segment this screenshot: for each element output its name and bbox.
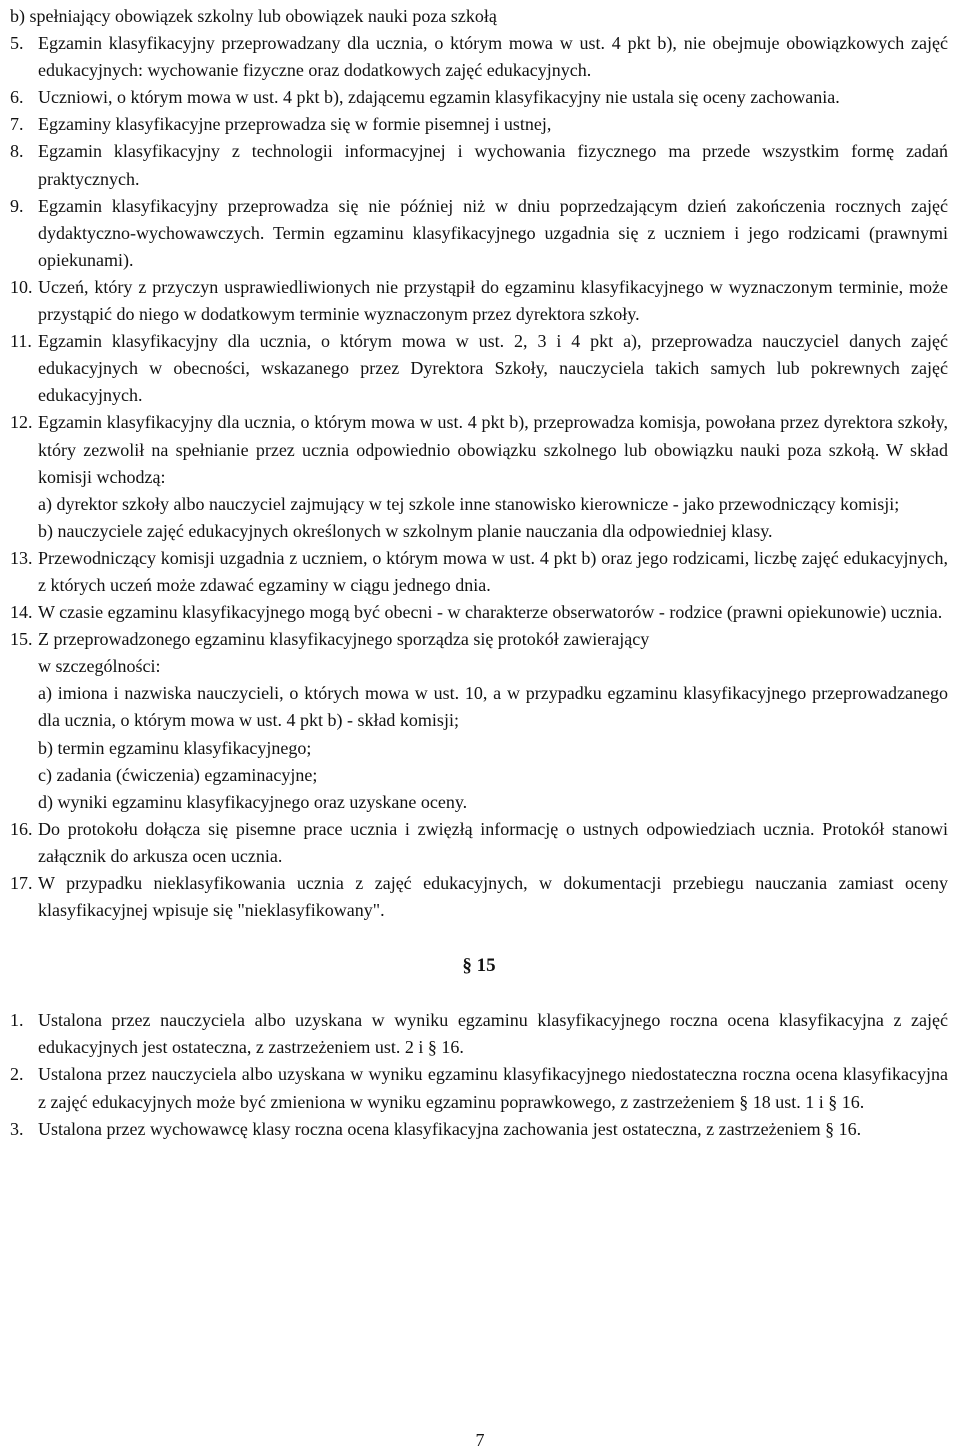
list-item-number: 16. xyxy=(10,818,33,839)
list-item-17 xyxy=(10,870,948,924)
list-item-text: Ustalona przez nauczyciela albo uzyskana w wyniku egzaminu klasyfikacyjnego roczna ocena klasyfikacyjna z zajęć edukacyjnych jest ostateczna, z zastrzeżeniem ust. 2 i § 16. xyxy=(38,1010,948,1058)
list-item-14 xyxy=(10,599,948,626)
list-item-text: W czasie egzaminu klasyfikacyjnego mogą być obecni - w charakterze obserwatorów - rodzice (prawni opiekunowie) ucznia. xyxy=(38,602,943,623)
list-item-number: 7. xyxy=(10,114,24,135)
list-item-text: Egzaminy klasyfikacyjne przeprowadza się w formie pisemnej i ustnej, xyxy=(38,114,552,135)
list-item-text: Do protokołu dołącza się pisemne prace ucznia i zwięzłą informację o ustnych odpowiedziach ucznia. Protokół stanowi załącznik do arkusza ocen ucznia. xyxy=(38,818,948,866)
list-item-text: Przewodniczący komisji uzgadnia z uczniem, o którym mowa w ust. 4 pkt b) oraz jego rodzicami, liczbę zajęć edukacyjnych, z których uczeń może zdawać egzaminy w ciągu jednego dnia. xyxy=(38,547,948,595)
sub-point-b: b) nauczyciele zajęć edukacyjnych określonych w szkolnym planie nauczania dla odpowiedniej klasy. xyxy=(38,520,773,541)
section-item-3 xyxy=(10,1116,948,1143)
list-item-number: 15. xyxy=(10,629,33,650)
list-item-8 xyxy=(10,138,948,192)
list-item-number: 10. xyxy=(10,276,33,297)
list-item-text-continuation: w szczególności: xyxy=(38,656,161,677)
list-item-number: 3. xyxy=(10,1118,24,1139)
list-item-number: 2. xyxy=(10,1064,24,1085)
list-item-11 xyxy=(10,328,948,409)
list-item-6 xyxy=(10,84,948,111)
list-item-text: Egzamin klasyfikacyjny dla ucznia, o którym mowa w ust. 4 pkt b), przeprowadza komisja, powołana przez dyrektora szkoły, który zezwolił na spełnianie przez ucznia odpowiednio obowiązku szkolnego lub obowiązku nauki poza szkołą. W skład komisji wchodzą: xyxy=(38,412,948,487)
list-item-number: 11. xyxy=(10,331,32,352)
sub-point-b: b) termin egzaminu klasyfikacyjnego; xyxy=(38,737,312,758)
list-item-number: 1. xyxy=(10,1010,24,1031)
list-item-text: Egzamin klasyfikacyjny z technologii informacyjnej i wychowania fizycznego ma przede wszystkim formę zadań praktycznych. xyxy=(38,141,948,189)
list-item-text: Uczeń, który z przyczyn usprawiedliwionych nie przystąpił do egzaminu klasyfikacyjnego w wyznaczonym terminie, może przystąpić do niego w dodatkowym terminie wyznaczonym przez dyrektora szkoły. xyxy=(38,276,948,325)
list-item-text: Egzamin klasyfikacyjny dla ucznia, o którym mowa w ust. 2, 3 i 4 pkt a), przeprowadza nauczyciel danych zajęć edukacyjnych w obecności, wskazanego przez Dyrektora Szkoły, nauczyciela takich samych lub pokrewnych zajęć edukacyjnych. xyxy=(38,331,948,406)
list-continuation-line: b) spełniający obowiązek szkolny lub obowiązek nauki poza szkołą xyxy=(10,6,497,26)
list-item-text: Ustalona przez nauczyciela albo uzyskana w wyniku egzaminu klasyfikacyjnego niedostateczna roczna ocena klasyfikacyjna z zajęć edukacyjnych może być zmieniona w wyniku egzaminu poprawkowego, z zastrzeżeniem § 18 ust. 1 i § 16. xyxy=(38,1064,948,1112)
sub-point-a: a) imiona i nazwiska nauczycieli, o których mowa w ust. 10, a w przypadku egzaminu klasyfikacyjnego przeprowadzanego dla ucznia, o którym mowa w ust. 4 pkt b) - skład komisji; xyxy=(38,683,948,731)
list-item-text: Egzamin klasyfikacyjny przeprowadza się nie później niż w dniu poprzedzającym dzień zakończenia rocznych zajęć dydaktyczno-wychowawczych. Termin egzaminu klasyfikacyjnego uzgadnia się z uczniem i jego rodzicami (prawnymi opiekunami). xyxy=(38,195,948,270)
list-item-number: 6. xyxy=(10,87,24,108)
list-item-number: 5. xyxy=(10,33,24,54)
list-item-10 xyxy=(10,274,948,328)
list-item-text: Uczniowi, o którym mowa w ust. 4 pkt b), zdającemu egzamin klasyfikacyjny nie ustala się oceny zachowania. xyxy=(38,87,840,108)
list-item-15 xyxy=(10,626,948,653)
sub-point-a: a) dyrektor szkoły albo nauczyciel zajmujący w tej szkole inne stanowisko kierownicze - jako przewodniczący komisji; xyxy=(38,493,900,514)
list-item-text: Egzamin klasyfikacyjny przeprowadzany dla ucznia, o którym mowa w ust. 4 pkt b), nie obejmuje obowiązkowych zajęć edukacyjnych: wychowanie fizyczne oraz dodatkowych zajęć edukacyjnych. xyxy=(38,33,948,81)
list-item-number: 13. xyxy=(10,547,33,568)
page-number: 7 xyxy=(475,1430,485,1450)
list-item-16 xyxy=(10,816,948,870)
sub-point-c: c) zadania (ćwiczenia) egzaminacyjne; xyxy=(38,764,318,785)
list-item-text: Ustalona przez wychowawcę klasy roczna ocena klasyfikacyjna zachowania jest ostateczna, z zastrzeżeniem § 16. xyxy=(38,1118,862,1139)
list-item-text: Z przeprowadzonego egzaminu klasyfikacyjnego sporządza się protokół zawierający xyxy=(38,629,650,650)
list-item-number: 12. xyxy=(10,412,33,433)
sub-point-d: d) wyniki egzaminu klasyfikacyjnego oraz uzyskane oceny. xyxy=(38,791,468,812)
section-heading: § 15 xyxy=(462,955,496,977)
list-item-12 xyxy=(10,409,948,490)
list-item-number: 8. xyxy=(10,141,24,162)
list-item-number: 14. xyxy=(10,602,33,623)
list-item-number: 17. xyxy=(10,873,33,893)
list-item-5 xyxy=(10,30,948,84)
list-item-7 xyxy=(10,111,948,138)
list-item-text: W przypadku nieklasyfikowania ucznia z zajęć edukacyjnych, w dokumentacji przebiegu nauczania zamiast oceny klasyfikacyjnej wpisuje się "nieklasyfikowany". xyxy=(38,873,948,921)
list-item-number: 9. xyxy=(10,195,24,216)
list-item-9 xyxy=(10,193,948,274)
section-item-1 xyxy=(10,1007,948,1061)
section-item-2 xyxy=(10,1061,948,1115)
list-item-13 xyxy=(10,545,948,599)
